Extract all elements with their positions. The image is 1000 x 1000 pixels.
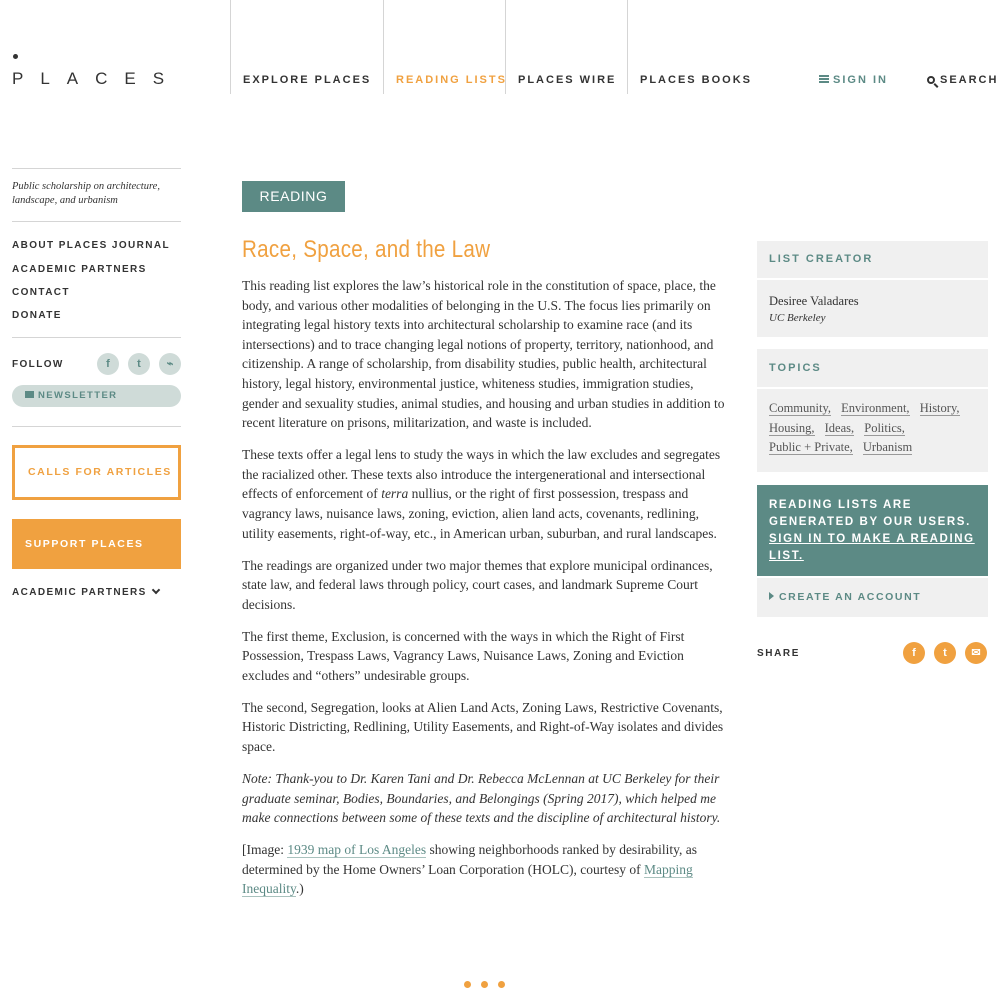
sidebar-divider <box>12 168 181 169</box>
list-creator-heading: LIST CREATOR <box>769 253 874 265</box>
search-button[interactable] <box>927 74 998 86</box>
rss-icon[interactable]: ⌁ <box>159 353 181 375</box>
topic-urbanism[interactable]: Urbanism <box>862 440 913 454</box>
newsletter-label: NEWSLETTER <box>38 390 118 401</box>
email-icon[interactable]: ✉ <box>965 642 987 664</box>
create-account-label: CREATE AN ACCOUNT <box>779 591 922 603</box>
nav-divider <box>383 0 384 94</box>
image-credit: [Image: 1939 map of Los Angeles showing neighborhoods ranked by desirability, as determined by the Home Owners’ Loan Corporation (HOLC), courtesy of Mapping Inequality.) <box>242 842 698 897</box>
nav-explore-places[interactable]: EXPLORE PLACES <box>243 74 372 86</box>
paragraph: This reading list explores the law’s historical role in the constitution of space, place, the body, and various other modalities of belonging in the U.S. The focus lies primarily on integrating legal history texts into architectural scholarship to examine race (and its intersections) and to trace changing legal notions of property, territory, nationhood, and citizenship. A range of scholarship, from disability studies, public health, architectural history, legal history, environmental justice, whiteness studies, immigration studies, gender and sexuality studies, animal studies, and housing and urban studies in addition to recent literature on prisons, militarization, and waste is included. <box>242 278 725 431</box>
sidebar-link-about[interactable]: ABOUT PLACES JOURNAL <box>12 240 171 251</box>
sidebar-divider <box>12 426 181 427</box>
logo-dot <box>13 54 18 59</box>
search-icon <box>927 76 935 84</box>
search-label: SEARCH <box>940 74 999 86</box>
topics-header <box>757 349 988 387</box>
paragraph: The first theme, Exclusion, is concerned with the ways in which the Right of First Possession, Trespass Laws, Vagrancy Laws, Nuisance Laws, Zoning and Eviction excludes and “others” undesirable groups. <box>242 628 685 683</box>
support-places-button[interactable]: SUPPORT PLACES <box>12 519 181 569</box>
logo-text: PLACES <box>12 69 182 88</box>
sign-in-label: SIGN IN <box>833 74 888 86</box>
chevron-down-icon <box>151 586 159 594</box>
twitter-icon[interactable]: t <box>128 353 150 375</box>
map-link[interactable]: 1939 map of Los Angeles <box>287 842 427 858</box>
article-body <box>242 276 732 911</box>
site-tagline: Public scholarship on architecture, landscape, and urbanism <box>12 181 160 206</box>
paragraph: These texts offer a legal lens to study the ways in which the law excludes and segregates the racialized other. These texts also introduce the intergenerational and intersectional effects of enforcement of terra nullius, or the right of first possession, trespass and vagrancy laws, nuisance laws, zoning, eviction, alien land acts, covenants, redlining, utility easements, right-of-way, etc., in American urban, suburban, and rural landscapes. <box>242 447 721 541</box>
notice-text: READING LISTS ARE GENERATED BY OUR USERS. <box>769 499 971 528</box>
page-title: Race, Space, and the Law <box>242 236 491 263</box>
topic-history[interactable]: History, <box>919 401 960 415</box>
nav-divider <box>230 0 231 94</box>
facebook-icon[interactable]: f <box>97 353 119 375</box>
follow-label: FOLLOW <box>12 359 64 370</box>
topics-list <box>769 399 976 458</box>
sidebar-link-donate[interactable]: DONATE <box>12 310 62 321</box>
note-paragraph: Note: Thank-you to Dr. Karen Tani and Dr. Rebecca McLennan at UC Berkeley for their graduate seminar, Bodies, Boundaries, and Belongings (Spring 2017), which helped me make connections between some of these texts and the discipline of architectural history. <box>242 771 721 826</box>
user-generated-notice <box>757 485 988 576</box>
sign-in-button[interactable] <box>819 74 888 86</box>
menu-icon <box>819 75 829 83</box>
creator-name: Desiree Valadares <box>769 294 859 308</box>
topic-politics[interactable]: Politics, <box>864 420 905 435</box>
topics-heading: TOPICS <box>769 362 822 374</box>
list-creator-header <box>757 241 988 278</box>
mapping-inequality-link[interactable]: Mapping Inequality <box>242 861 693 897</box>
envelope-icon <box>25 391 34 398</box>
topics-panel <box>757 389 988 472</box>
newsletter-button[interactable] <box>12 385 181 407</box>
paragraph: The readings are organized under two major themes that explore municipal ordinances, state law, and federal laws through policy, court cases, and landmark Supreme Court decisions. <box>242 557 713 612</box>
share-label: SHARE <box>757 648 801 659</box>
caret-right-icon <box>769 592 774 600</box>
topic-public-private[interactable]: Public + Private, <box>769 440 853 454</box>
reading-list-badge: READING LIST <box>242 181 345 212</box>
topic-ideas[interactable]: Ideas, <box>824 420 855 435</box>
sign-in-link[interactable]: SIGN IN TO MAKE A READING LIST. <box>769 533 975 562</box>
topic-housing[interactable]: Housing, <box>769 420 815 435</box>
sidebar-divider <box>12 221 181 222</box>
topic-environment[interactable]: Environment, <box>841 401 910 415</box>
nav-places-books[interactable]: PLACES BOOKS <box>640 74 753 86</box>
sidebar-link-academic-partners[interactable]: ACADEMIC PARTNERS <box>12 264 147 275</box>
sidebar-link-contact[interactable]: CONTACT <box>12 287 70 298</box>
paragraph: The second, Segregation, looks at Alien Land Acts, Zoning Laws, Restrictive Covenants, Historic Districting, Redlining, Utility Easements, and Right-of-Way isolates and divides space. <box>242 699 724 755</box>
calls-for-articles-button[interactable]: CALLS FOR ARTICLES <box>12 445 181 500</box>
ellipsis-dots <box>464 975 515 993</box>
creator-affiliation: UC Berkeley <box>769 312 826 324</box>
list-creator-panel <box>757 280 988 337</box>
nav-divider <box>627 0 628 94</box>
academic-partners-label: ACADEMIC PARTNERS <box>12 587 147 598</box>
create-account-button[interactable] <box>757 578 988 617</box>
nav-reading-lists[interactable]: READING LISTS <box>396 74 507 86</box>
facebook-icon[interactable]: f <box>903 642 925 664</box>
sidebar-divider <box>12 337 181 338</box>
nav-places-wire[interactable]: PLACES WIRE <box>518 74 617 86</box>
academic-partners-dropdown[interactable] <box>12 587 159 598</box>
topic-community[interactable]: Community, <box>769 401 832 415</box>
twitter-icon[interactable]: t <box>934 642 956 664</box>
